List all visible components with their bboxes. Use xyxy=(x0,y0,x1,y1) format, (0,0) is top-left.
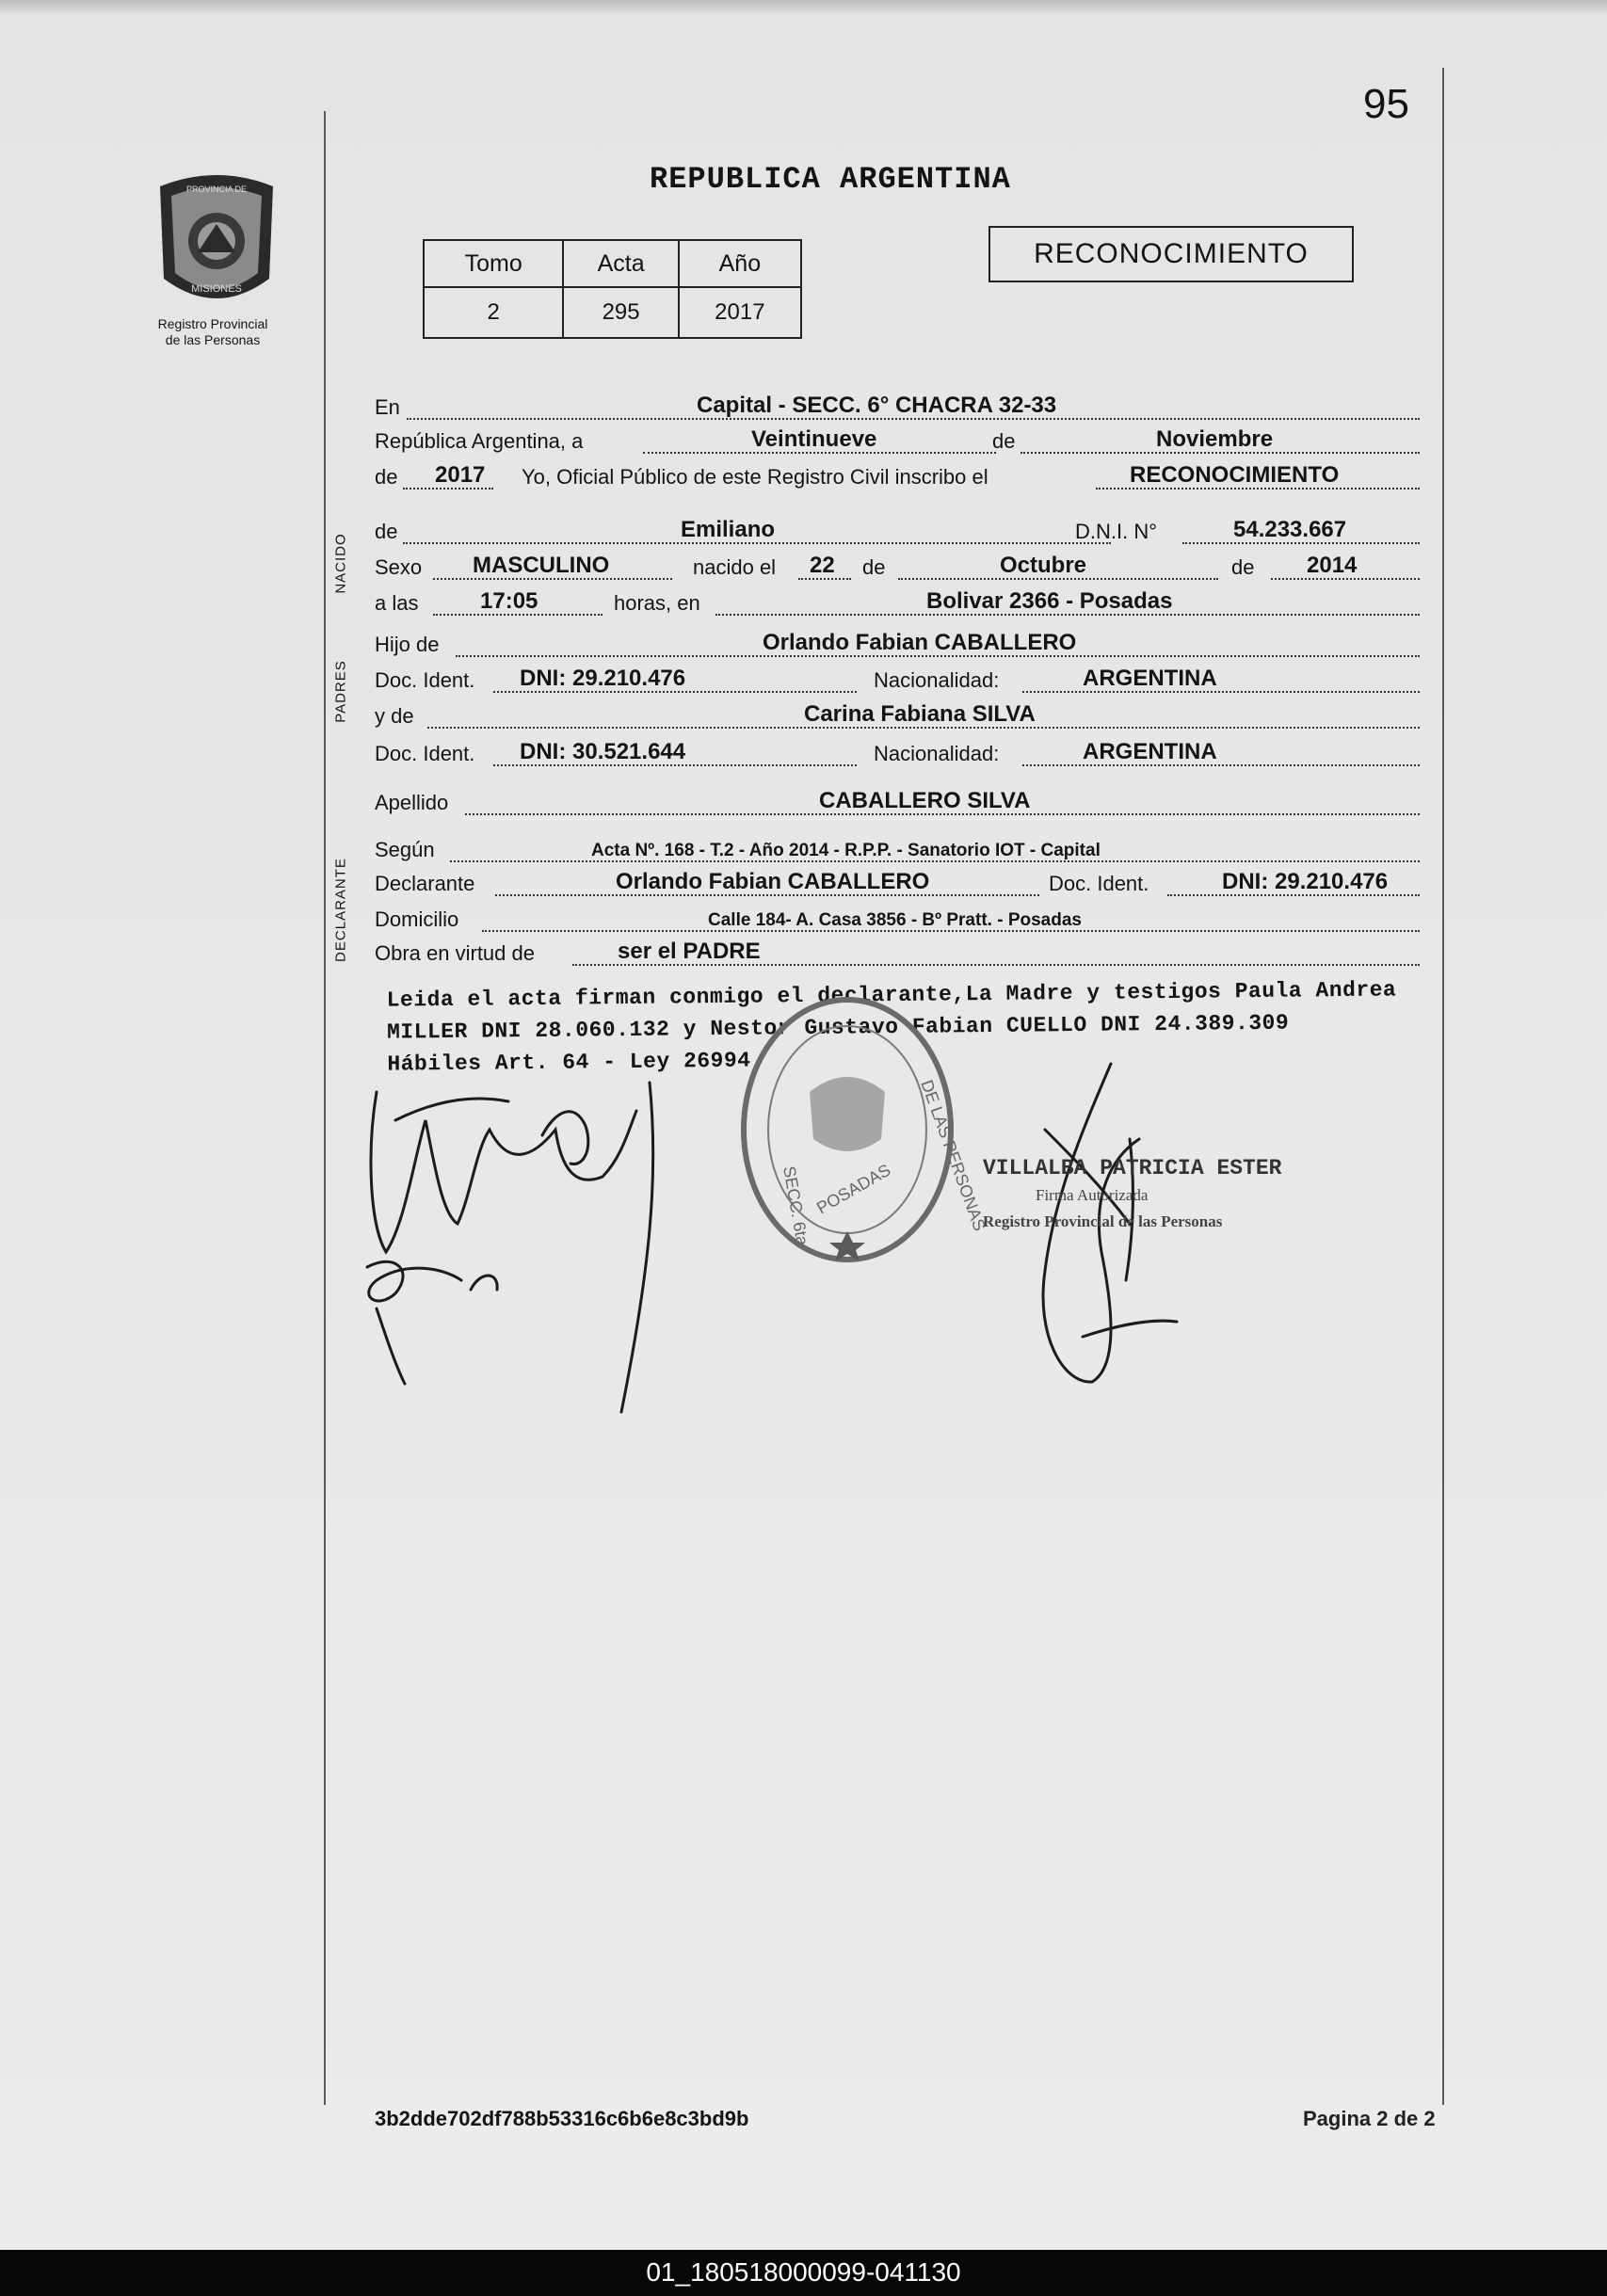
declarant-doc-value: DNI: 29.210.476 xyxy=(1222,869,1389,894)
official-name: VILLALBA PATRICIA ESTER xyxy=(983,1156,1282,1180)
sex-value: MASCULINO xyxy=(473,553,610,578)
officer-text: Yo, Oficial Público de este Registro Civil inscribo el xyxy=(522,465,988,489)
de-label: de xyxy=(375,465,398,489)
closing-line-1: Leida el acta firman conmigo el declarante,La Madre y testigos Paula Andrea xyxy=(386,977,1397,1013)
segun-value: Acta Nº. 168 - T.2 - Año 2014 - R.P.P. - Sanatorio IOT - Capital xyxy=(591,841,1101,860)
y-de-label: y de xyxy=(375,704,414,728)
father-doc-value: DNI: 29.210.476 xyxy=(520,666,686,691)
seal-text-left: SECC. 6ta xyxy=(779,1164,812,1247)
birth-day-value: 22 xyxy=(810,553,835,578)
nationality-label: Nacionalidad: xyxy=(874,742,1000,765)
anio-header: Año xyxy=(679,240,801,287)
place-value: Capital - SECC. 6° CHACRA 32-33 xyxy=(697,393,1057,418)
official-seal xyxy=(744,1000,989,1261)
side-label-nacido: NACIDO xyxy=(332,533,349,594)
side-label-padres: PADRES xyxy=(332,660,349,723)
acta-header: Acta xyxy=(563,240,678,287)
child-dni-value: 54.233.667 xyxy=(1233,517,1347,542)
declarant-signature xyxy=(367,1083,653,1412)
pagination: Pagina 2 de 2 xyxy=(1303,2107,1436,2130)
side-label-declarante: DECLARANTE xyxy=(332,858,349,962)
closing-line-2: MILLER DNI 28.060.132 y Nestor Gustavo Fabian CUELLO DNI 24.389.309 xyxy=(386,1010,1290,1045)
seal-text-right: DE LAS PERSONAS xyxy=(917,1077,989,1234)
birth-year-value: 2014 xyxy=(1307,553,1358,578)
en-label: En xyxy=(375,395,400,419)
anio-value: 2017 xyxy=(679,287,801,338)
declarante-label: Declarante xyxy=(375,872,475,895)
page-number: 95 xyxy=(1363,81,1409,127)
doc-label: Doc. Ident. xyxy=(1049,872,1149,895)
document-type-box: RECONOCIMIENTO xyxy=(988,226,1354,282)
year-value: 2017 xyxy=(435,462,486,488)
file-id-bar xyxy=(0,2250,1607,2296)
apellido-label: Apellido xyxy=(375,791,449,814)
official-role: Firma Autorizada xyxy=(1036,1186,1149,1204)
nacido-label: nacido el xyxy=(693,555,777,579)
surname-value: CABALLERO SILVA xyxy=(819,788,1031,813)
logo-caption-line2: de las Personas xyxy=(165,332,261,347)
logo-text-bottom: MISIONES xyxy=(191,283,242,295)
birth-month-value: Octubre xyxy=(1000,553,1087,578)
logo-caption-line1: Registro Provincial xyxy=(157,316,268,331)
mother-doc-value: DNI: 30.521.644 xyxy=(520,739,686,764)
doc-label: Doc. Ident. xyxy=(375,668,475,692)
a-las-label: a las xyxy=(375,591,419,615)
seal-text-bottom: POSADAS xyxy=(813,1160,894,1218)
address-value: Calle 184- A. Casa 3856 - Bº Pratt. - Posadas xyxy=(708,910,1082,930)
tomo-header: Tomo xyxy=(424,240,563,287)
logo-text-top: PROVINCIA DE xyxy=(185,185,248,194)
closing-line-3: Hábiles Art. 64 - Ley 26994 xyxy=(387,1048,751,1077)
country-title: REPUBLICA ARGENTINA xyxy=(650,162,1011,197)
dni-label: D.N.I. N° xyxy=(1075,520,1158,543)
segun-label: Según xyxy=(375,838,435,861)
de-label: de xyxy=(375,520,398,543)
child-name-value: Emiliano xyxy=(681,517,776,542)
tomo-value: 2 xyxy=(424,287,563,338)
father-name-value: Orlando Fabian CABALLERO xyxy=(763,630,1077,655)
hijo-label: Hijo de xyxy=(375,633,440,656)
birth-place-value: Bolivar 2366 - Posadas xyxy=(926,588,1173,614)
act-type-value: RECONOCIMIENTO xyxy=(1130,462,1340,488)
doc-label: Doc. Ident. xyxy=(375,742,475,765)
declarant-name-value: Orlando Fabian CABALLERO xyxy=(616,869,930,894)
de-label: de xyxy=(862,555,886,579)
father-nationality-value: ARGENTINA xyxy=(1083,666,1217,691)
month-value: Noviembre xyxy=(1156,426,1274,452)
domicilio-label: Domicilio xyxy=(375,907,459,931)
mother-nationality-value: ARGENTINA xyxy=(1083,739,1217,764)
reason-value: ser el PADRE xyxy=(618,939,761,964)
obra-label: Obra en virtud de xyxy=(375,941,535,965)
republica-label: República Argentina, a xyxy=(375,429,584,453)
official-office: Registro Provincial de las Personas xyxy=(983,1212,1223,1230)
acta-value: 295 xyxy=(563,287,678,338)
birth-time-value: 17:05 xyxy=(480,588,538,614)
day-value: Veintinueve xyxy=(751,426,877,452)
mother-name-value: Carina Fabiana SILVA xyxy=(804,701,1036,727)
sexo-label: Sexo xyxy=(375,555,423,579)
document-hash: 3b2dde702df788b53316c6b6e8c3bd9b xyxy=(375,2107,749,2130)
horas-label: horas, en xyxy=(614,591,700,615)
nationality-label: Nacionalidad: xyxy=(874,668,1000,692)
file-id: 01_180518000099-041130 xyxy=(646,2257,961,2287)
de-label: de xyxy=(1231,555,1255,579)
de-label: de xyxy=(992,429,1016,453)
